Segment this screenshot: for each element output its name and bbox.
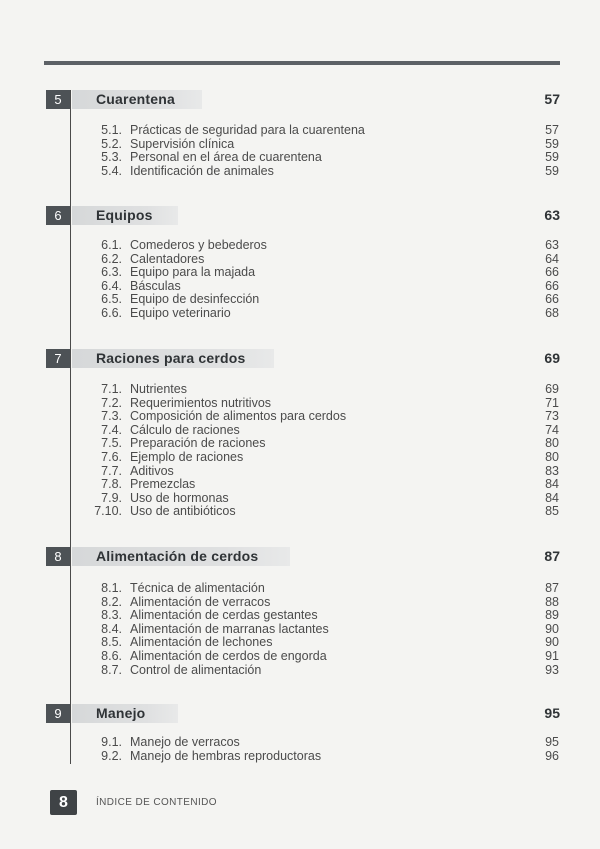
item-label: Supervisión clínica (130, 136, 235, 151)
item-page: 66 (545, 292, 559, 307)
item-page: 74 (545, 422, 559, 437)
item-page: 80 (545, 436, 559, 451)
item-page: 90 (545, 621, 559, 636)
item-label: Básculas (130, 278, 181, 293)
toc-item (0, 750, 600, 764)
item-label: Premezclas (130, 477, 196, 492)
item-page: 71 (545, 395, 559, 410)
section-title: Raciones para cerdos (96, 350, 246, 366)
toc-item (0, 478, 600, 492)
item-number: 8.5. (101, 635, 122, 650)
toc-item (0, 280, 600, 294)
toc-section (0, 349, 600, 369)
toc-item (0, 492, 600, 506)
item-page: 96 (545, 748, 559, 763)
item-label: Uso de antibióticos (130, 504, 236, 519)
item-number: 7.3. (101, 409, 122, 424)
item-label: Aditivos (130, 463, 174, 478)
item-page: 66 (545, 278, 559, 293)
toc-item (0, 596, 600, 610)
item-number: 6.4. (101, 278, 122, 293)
section-header (0, 547, 600, 567)
item-number: 7.1. (101, 382, 122, 396)
item-label: Control de alimentación (130, 662, 262, 677)
toc-item (0, 397, 600, 411)
item-number: 9.1. (101, 735, 122, 749)
item-label: Alimentación de verracos (130, 594, 271, 609)
item-number: 6.5. (101, 292, 122, 307)
item-page: 69 (545, 382, 559, 396)
section-number-badge: 6 (46, 206, 70, 225)
toc-section (0, 704, 600, 724)
item-number: 6.2. (101, 251, 122, 266)
toc-item (0, 650, 600, 664)
item-number: 7.9. (101, 490, 122, 505)
item-label: Alimentación de lechones (130, 635, 273, 650)
section-number-badge: 8 (46, 547, 70, 566)
item-page: 90 (545, 635, 559, 650)
item-page: 95 (545, 735, 559, 749)
item-label: Identificación de animales (130, 163, 274, 178)
item-page: 84 (545, 490, 559, 505)
toc-item (0, 424, 600, 438)
item-page: 91 (545, 648, 559, 663)
section-number-badge: 7 (46, 349, 70, 368)
item-number: 6.3. (101, 265, 122, 280)
section-title: Cuarentena (96, 91, 176, 107)
item-label: Personal en el área de cuarentena (130, 150, 322, 165)
section-number-badge: 5 (46, 90, 70, 109)
item-label: Equipo de desinfección (130, 292, 260, 307)
item-number: 5.1. (101, 123, 122, 137)
toc-item (0, 465, 600, 479)
toc-section (0, 90, 600, 110)
section-page: 95 (544, 705, 560, 721)
section-header (0, 704, 600, 724)
toc-item (0, 138, 600, 152)
item-label: Cálculo de raciones (130, 422, 240, 437)
item-page: 84 (545, 477, 559, 492)
top-rule (44, 61, 560, 65)
item-page: 89 (545, 608, 559, 623)
page-number-badge: 8 (50, 790, 77, 815)
toc-item (0, 505, 600, 519)
toc-item (0, 582, 600, 596)
item-page: 80 (545, 449, 559, 464)
section-items (0, 582, 600, 677)
item-label: Comederos y bebederos (130, 238, 267, 252)
section-number-badge: 9 (46, 704, 70, 723)
item-page: 68 (545, 305, 559, 320)
section-page: 87 (544, 548, 560, 564)
item-page: 88 (545, 594, 559, 609)
toc-item (0, 239, 600, 253)
item-number: 8.6. (101, 648, 122, 663)
toc-item (0, 636, 600, 650)
section-header (0, 349, 600, 369)
item-page: 57 (545, 123, 559, 137)
section-items (0, 383, 600, 519)
toc-item (0, 664, 600, 678)
item-page: 73 (545, 409, 559, 424)
toc-item (0, 736, 600, 750)
item-label: Nutrientes (130, 382, 187, 396)
item-label: Uso de hormonas (130, 490, 229, 505)
toc-item (0, 253, 600, 267)
section-page: 57 (544, 91, 560, 107)
item-number: 6.1. (101, 238, 122, 252)
item-page: 85 (545, 504, 559, 519)
item-page: 59 (545, 136, 559, 151)
item-number: 7.10. (94, 504, 122, 519)
section-title: Alimentación de cerdos (96, 548, 259, 564)
item-label: Manejo de verracos (130, 735, 240, 749)
item-number: 8.1. (101, 581, 122, 595)
item-label: Ejemplo de raciones (130, 449, 244, 464)
item-number: 7.5. (101, 436, 122, 451)
item-number: 7.6. (101, 449, 122, 464)
toc-item (0, 124, 600, 138)
section-items (0, 124, 600, 178)
section-title: Equipos (96, 207, 153, 223)
item-label: Técnica de alimentación (130, 581, 265, 595)
toc-section (0, 206, 600, 226)
item-label: Preparación de raciones (130, 436, 266, 451)
item-label: Calentadores (130, 251, 205, 266)
item-label: Manejo de hembras reproductoras (130, 748, 322, 763)
item-number: 5.4. (101, 163, 122, 178)
section-items (0, 736, 600, 763)
section-items (0, 239, 600, 321)
item-number: 8.3. (101, 608, 122, 623)
section-page: 63 (544, 207, 560, 223)
item-page: 93 (545, 662, 559, 677)
item-number: 7.2. (101, 395, 122, 410)
item-label: Equipo veterinario (130, 305, 231, 320)
toc-item (0, 293, 600, 307)
toc-item (0, 307, 600, 321)
item-label: Alimentación de cerdos de engorda (130, 648, 327, 663)
section-header (0, 206, 600, 226)
item-page: 63 (545, 238, 559, 252)
toc-item (0, 609, 600, 623)
section-header (0, 90, 600, 110)
item-number: 5.3. (101, 150, 122, 165)
toc-item (0, 437, 600, 451)
item-number: 8.4. (101, 621, 122, 636)
item-page: 59 (545, 150, 559, 165)
item-page: 64 (545, 251, 559, 266)
item-label: Prácticas de seguridad para la cuarentena (130, 123, 365, 137)
toc-section (0, 547, 600, 567)
toc-item (0, 623, 600, 637)
section-page: 69 (544, 350, 560, 366)
toc-item (0, 410, 600, 424)
item-number: 6.6. (101, 305, 122, 320)
toc-item (0, 165, 600, 179)
item-label: Requerimientos nutritivos (130, 395, 272, 410)
item-page: 66 (545, 265, 559, 280)
item-label: Alimentación de marranas lactantes (130, 621, 329, 636)
item-page: 59 (545, 163, 559, 178)
item-number: 7.4. (101, 422, 122, 437)
toc-item (0, 266, 600, 280)
item-number: 8.2. (101, 594, 122, 609)
item-page: 87 (545, 581, 559, 595)
item-number: 7.7. (101, 463, 122, 478)
item-number: 7.8. (101, 477, 122, 492)
item-label: Alimentación de cerdas gestantes (130, 608, 318, 623)
toc-item (0, 451, 600, 465)
section-title: Manejo (96, 705, 146, 721)
item-label: Equipo para la majada (130, 265, 256, 280)
item-number: 8.7. (101, 662, 122, 677)
item-number: 5.2. (101, 136, 122, 151)
toc-item (0, 151, 600, 165)
running-footer: ÍNDICE DE CONTENIDO (96, 797, 217, 808)
item-number: 9.2. (101, 748, 122, 763)
item-label: Composición de alimentos para cerdos (130, 409, 347, 424)
toc-item (0, 383, 600, 397)
item-page: 83 (545, 463, 559, 478)
